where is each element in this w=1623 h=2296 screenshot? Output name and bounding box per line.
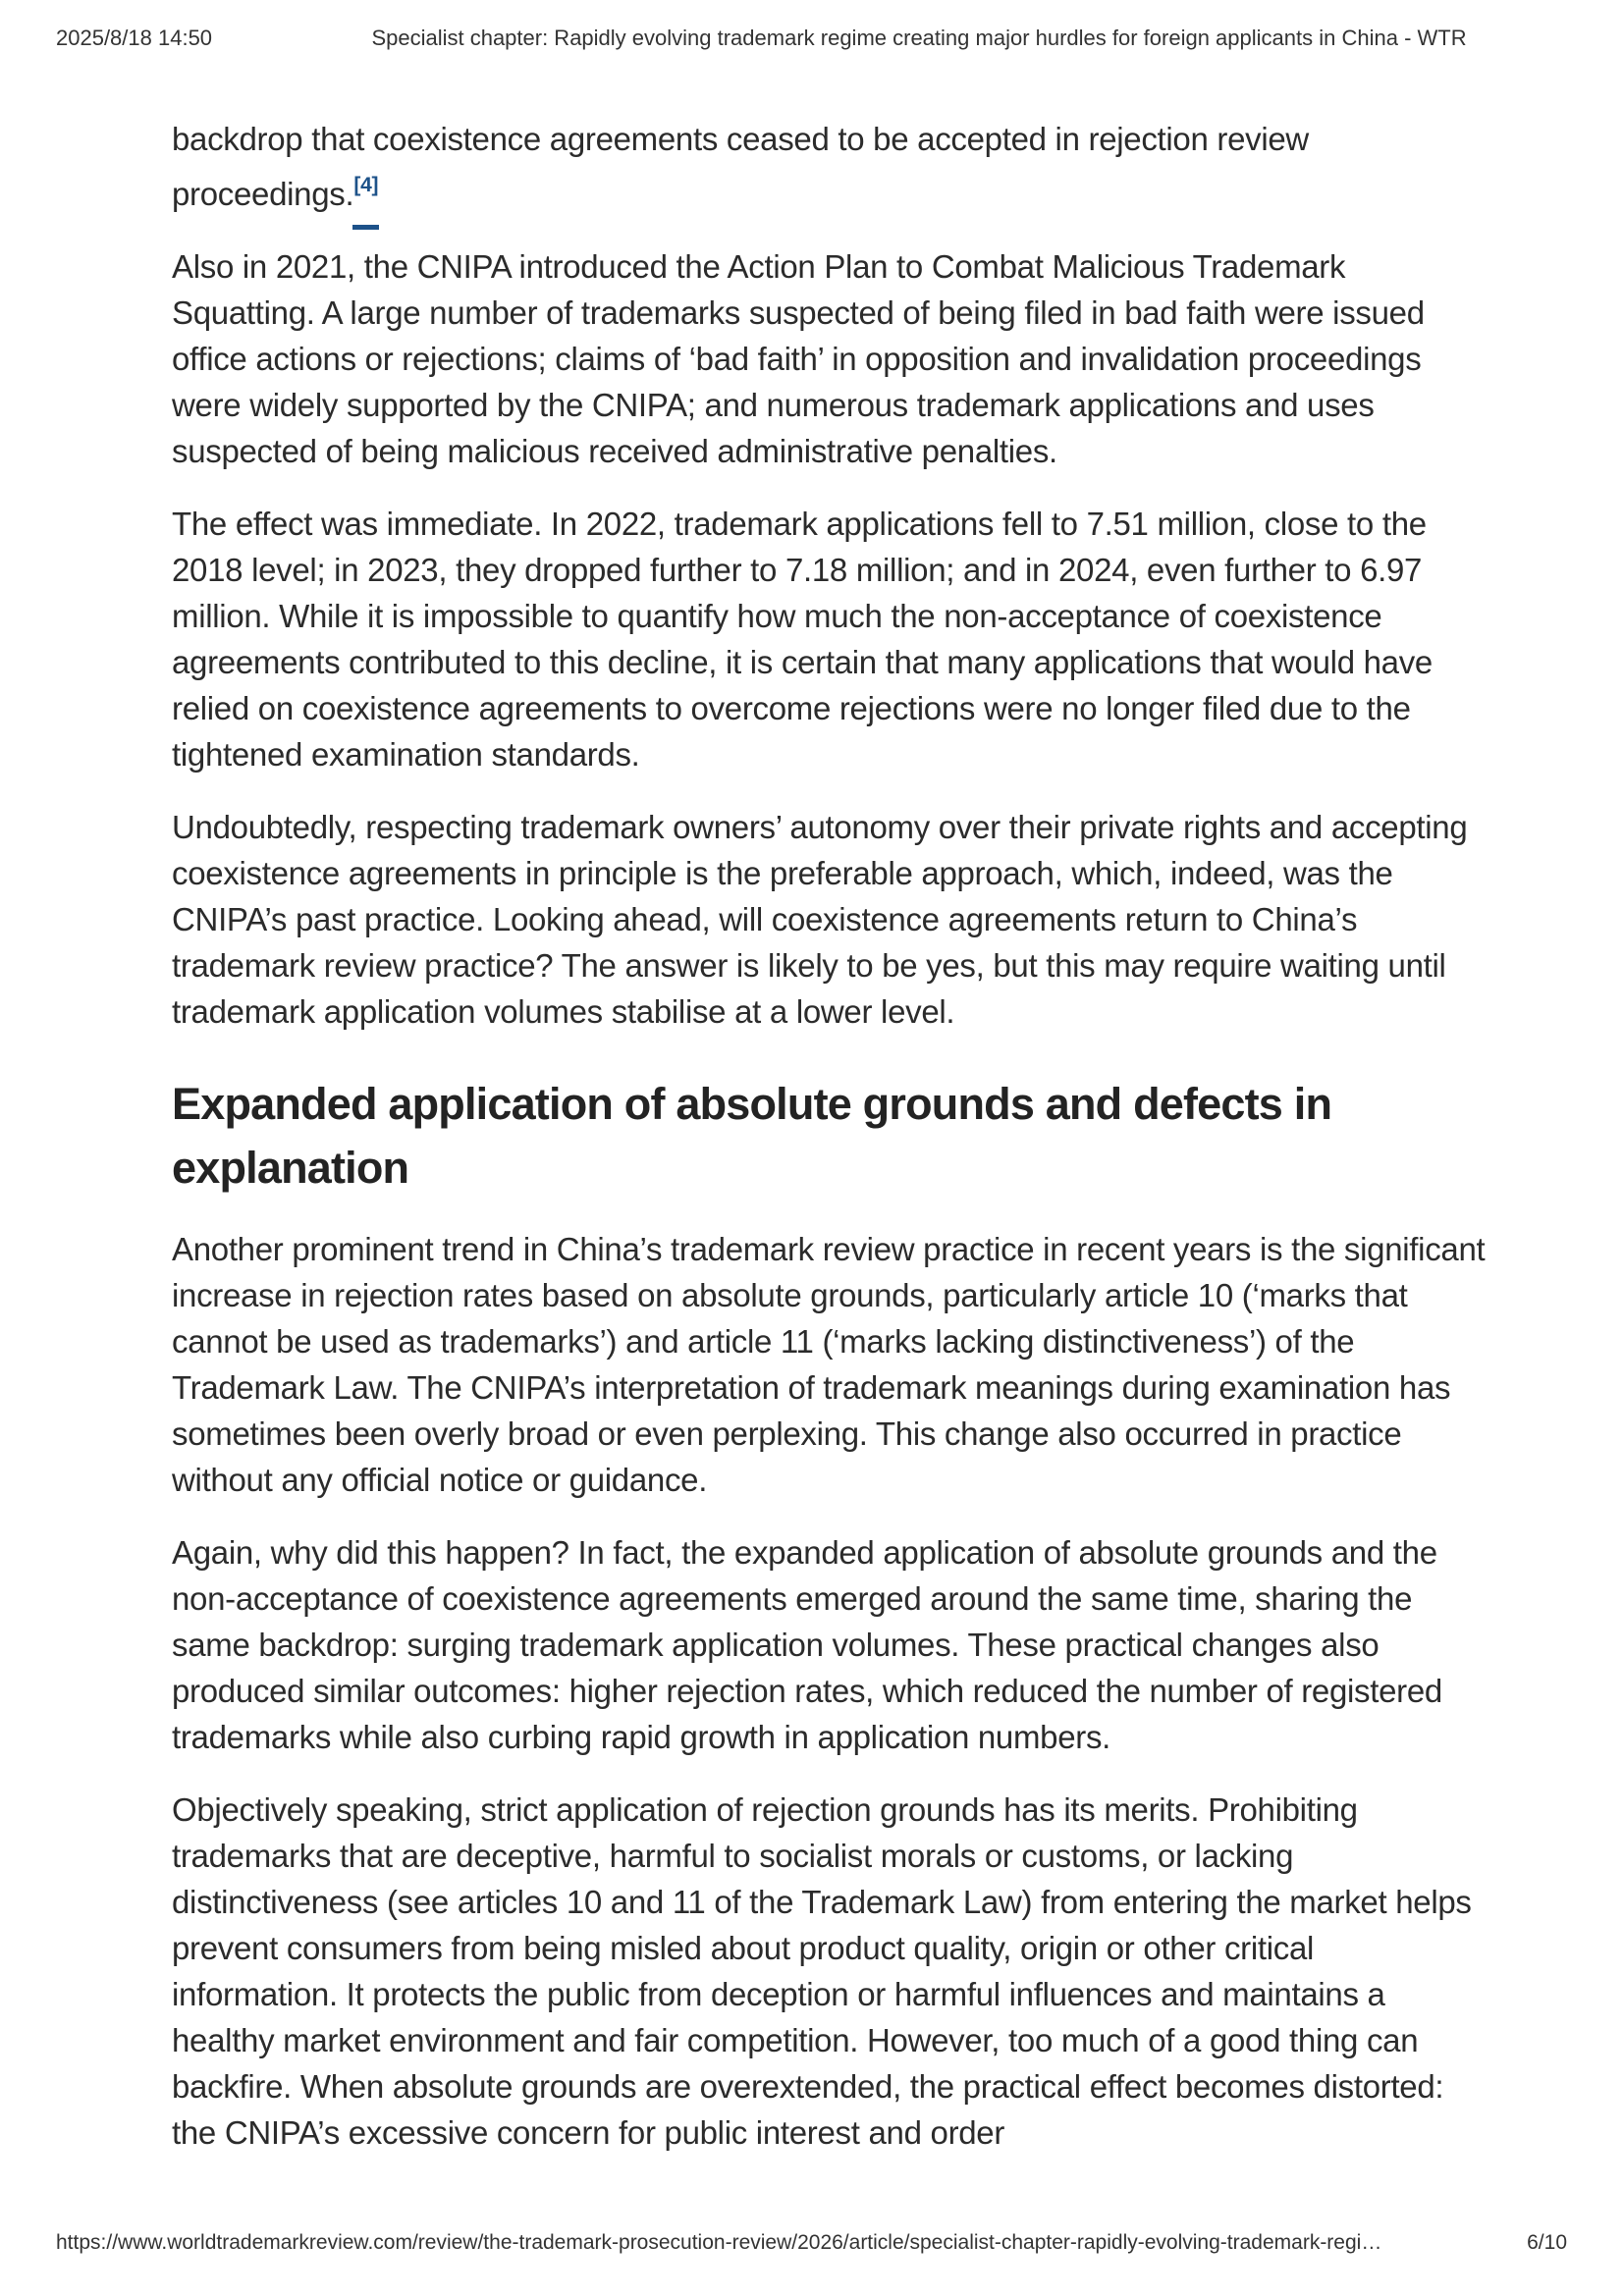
article-body (172, 116, 1486, 2182)
print-timestamp: 2025/8/18 14:50 (56, 26, 213, 50)
paragraph: The effect was immediate. In 2022, trademark applications fell to 7.51 million, close to the 2018 level; in 2023, they dropped further to 7.18 million; and in 2024, even further to 6.97 million. While it is impossible to quantify how much the non-acceptance of coexistence agreements contributed to this decline, it is certain that many applications that would have relied on coexistence agreements to overcome rejections were no longer filed due to the tightened examination standards. (172, 506, 1433, 773)
section-heading: Expanded application of absolute grounds and defects in explanation (172, 1079, 1332, 1193)
source-url: https://www.worldtrademarkreview.com/review/the-trademark-prosecution-review/2026/article/specialist-chapter-rapidly-evolving-trademark-regi… (56, 2231, 1382, 2254)
paragraph: Another prominent trend in China’s trademark review practice in recent years is the significant increase in rejection rates based on absolute grounds, particularly article 10 (‘marks that cannot be used as trademarks’) and article 11 (‘marks lacking distinctiveness’) of the Trademark Law. The CNIPA’s interpretation of trademark meanings during examination has sometimes been overly broad or even perplexing. This change also occurred in practice without any official notice or guidance. (172, 1231, 1486, 1498)
footnote-link-4[interactable]: [4] (353, 162, 378, 208)
paragraph: Also in 2021, the CNIPA introduced the Action Plan to Combat Malicious Trademark Squatting. A large number of trademarks suspected of being filed in bad faith were issued office actions or rejections; claims of ‘bad faith’ in opposition and invalidation proceedings were widely supported by the CNIPA; and numerous trademark applications and uses suspected of being malicious received administrative penalties. (172, 248, 1425, 469)
paragraph-text: backdrop that coexistence agreements ceased to be accepted in rejection review proceedings. (172, 121, 1309, 212)
document-title: Specialist chapter: Rapidly evolving trademark regime creating major hurdles for foreign applicants in China - WTR (371, 26, 1467, 50)
paragraph: Again, why did this happen? In fact, the expanded application of absolute grounds and the non-acceptance of coexistence agreements emerged around the same time, sharing the same backdrop: surging trademark application volumes. These practical changes also produced similar outcomes: higher rejection rates, which reduced the number of registered trademarks while also curbing rapid growth in application numbers. (172, 1534, 1442, 1755)
print-footer (56, 2231, 1567, 2255)
paragraph: Objectively speaking, strict application of rejection grounds has its merits. Prohibiting trademarks that are deceptive, harmful to socialist morals or customs, or lacking distinctiveness (see articles 10 and 11 of the Trademark Law) from entering the market helps prevent consumers from being misled about product quality, origin or other critical information. It protects the public from deception or harmful influences and maintains a healthy market environment and fair competition. However, too much of a good thing can backfire. When absolute grounds are overextended, the practical effect becomes distorted: the CNIPA’s excessive concern for public interest and order (172, 1791, 1472, 2151)
paragraph: Undoubtedly, respecting trademark owners’ autonomy over their private rights and accepting coexistence agreements in principle is the preferable approach, which, indeed, was the CNIPA’s past practice. Looking ahead, will coexistence agreements return to China’s trademark review practice? The answer is likely to be yes, but this may require waiting until trademark application volumes stabilise at a lower level. (172, 809, 1468, 1030)
print-header (56, 26, 1567, 51)
paragraph-intro-fragment (172, 116, 1486, 217)
page-number: 6/10 (1527, 2231, 1567, 2254)
